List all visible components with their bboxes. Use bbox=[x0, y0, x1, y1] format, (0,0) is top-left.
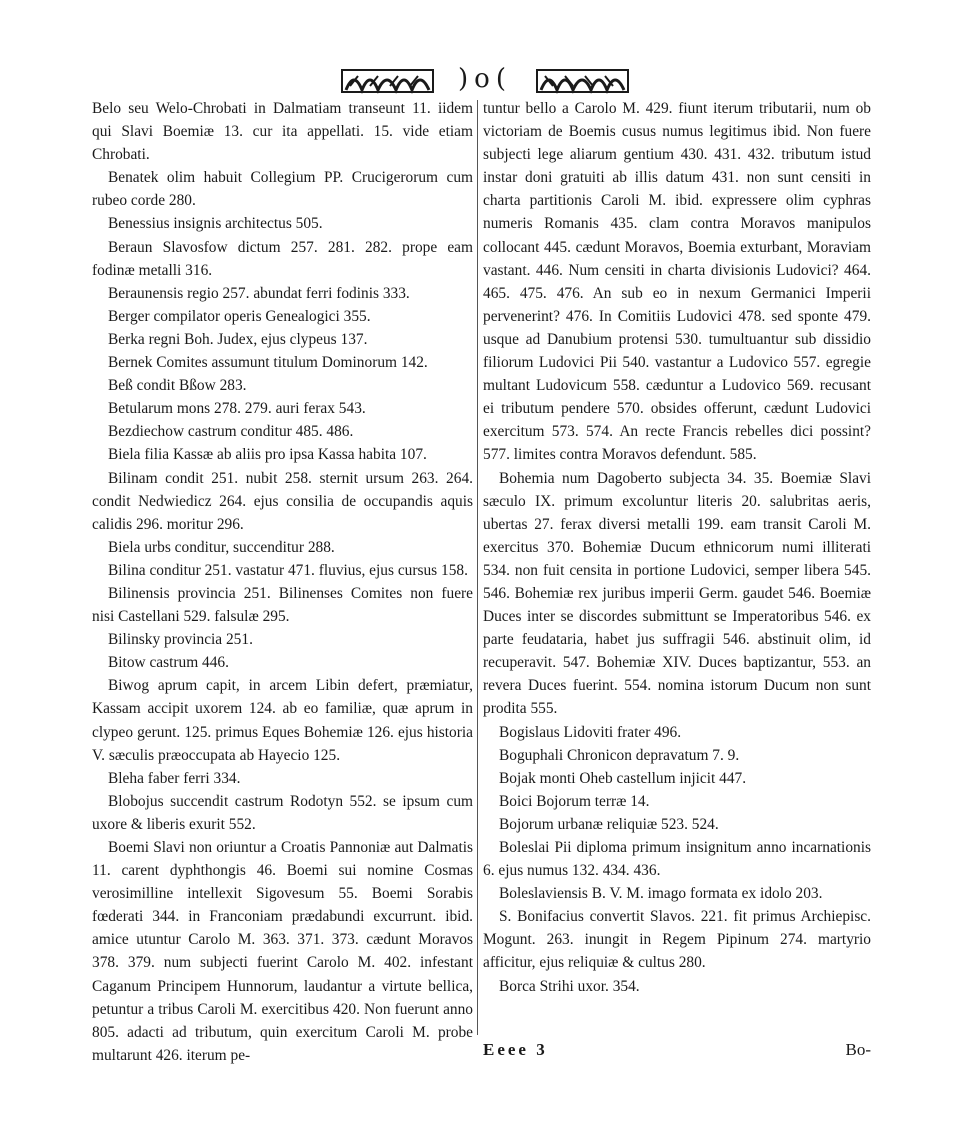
index-entry: Betularum mons 278. 279. auri ferax 543. bbox=[108, 400, 366, 418]
index-entry: Bohemia num Dagoberto subjecta 34. 35. Boemiæ Slavi sæculo IX. primum excoluntur literis 20. salubritas aeris, ubertas 27. ferax diversi metalli 199. eam transit Caroli M. exercitus 370. Bohemiæ Ducum ethnicorum numi illiterati 534. non fuit censita in portione Ludovici, semper libera 545. 546. Bohemiæ rex juribus imperii Germ. gaudet 546. Boemiæ Duces inter se discordes submittunt se Imperatoribus 546. ex parte feudataria, habet jus suffragii 546. abstinuit olim, id recuperavit. 547. Bohemiæ XIV. Duces baptizantur, 553. an revera Duces fuerint. 554. nomina istorum Ducum non sunt prodita 555. bbox=[483, 469, 871, 718]
index-entry: Bilinensis provincia 251. Bilinenses Comites non fuere nisi Castellani 529. falsulæ 295. bbox=[92, 584, 473, 626]
index-entry: Bitow castrum 446. bbox=[108, 654, 229, 672]
index-entry: S. Bonifacius convertit Slavos. 221. fit primus Archiepisc. Mogunt. 263. inungit in Regem Pipinum 274. martyrio afficitur, ejus reliquiæ & cultus 280. bbox=[483, 908, 871, 972]
index-entry: tuntur bello a Carolo M. 429. fiunt iterum tributarii, num ob victoriam de Boemis cusus numus legitimus ibid. Non fuere subjecti lege aliarum gentium 430. 431. 432. tributum istud instar doni gratuiti ab illis datum 431. non sunt censiti in charta partitionis Caroli M. ibid. expressere olim cyphras numeris Romanis 435. clam contra Moravos manipulos collocant 445. cædunt Moravos, Boemia exturbant, Moraviam vastant. 446. Num censiti in charta divisionis Ludovici? 464. 465. 475. 476. An sub eo in nexum Germanici Imperii pervenerint? 476. In Comitiis Ludovici 478. sed sponte 479. usque ad Danubium protensi 530. tumultuantur sub dissidio filiorum Ludovici Pii 540. vastantur a Ludovico 557. egregie multant Ludovicum 558. cæduntur a Ludovico 569. recusant ei tributum pendere 570. obsides offerunt, cædunt Ludovici exercitum 573. 574. An recte Francis rebelles dici possint? 577. limites contra Moravos defendunt. 585. bbox=[483, 100, 871, 464]
page-footer bbox=[483, 1040, 871, 1070]
ornament-left-icon bbox=[340, 66, 435, 96]
index-entry: Blobojus succendit castrum Rodotyn 552. se ipsum cum uxore & liberis exurit 552. bbox=[92, 792, 473, 833]
index-entry: Boleslai Pii diploma primum insignitum anno incarnationis 6. ejus numus 132. 434. 436. bbox=[483, 839, 871, 880]
index-entry: Borca Strihi uxor. 354. bbox=[499, 977, 640, 995]
index-column-right bbox=[483, 97, 871, 998]
index-entry: Biela urbs conditur, succenditur 288. bbox=[108, 538, 335, 556]
index-entry: Benatek olim habuit Collegium PP. Crucigerorum cum rubeo corde 280. bbox=[92, 169, 473, 210]
index-entry: Beraunensis regio 257. abundat ferri fodinis 333. bbox=[108, 284, 410, 302]
index-entry: Biwog aprum capit, in arcem Libin defert, præmiatur, Kassam accipit uxorem 124. ab eo familiæ, quæ aprum in clypeo gerunt. 125. primus Eques Bohemiæ 126. ejus historia V. sæculis præoccupata ab Hayecio 125. bbox=[92, 677, 473, 764]
index-entry: Boguphali Chronicon depravatum 7. 9. bbox=[499, 746, 740, 764]
page-header bbox=[340, 62, 630, 102]
signature-mark: Eeee 3 bbox=[483, 1040, 548, 1059]
index-entry: Bojorum urbanæ reliquiæ 523. 524. bbox=[499, 815, 719, 833]
catchword: Bo- bbox=[845, 1040, 871, 1059]
index-entry: Bilinam condit 251. nubit 258. sternit ursum 263. 264. condit Nedwiedicz 264. ejus consilia de occupandis aquis calidis 296. moritur 296. bbox=[92, 469, 473, 533]
index-entry: Boici Bojorum terræ 14. bbox=[499, 792, 650, 810]
index-entry: Belo seu Welo-Chrobati in Dalmatiam transeunt 11. iidem qui Slavi Boemiæ 13. cur ita appellati. 15. vide etiam Chrobati. bbox=[92, 100, 473, 164]
index-entry: Bleha faber ferri 334. bbox=[108, 769, 241, 787]
index-entry: Bezdiechow castrum conditur 485. 486. bbox=[108, 423, 354, 441]
index-entry: Beß condit Bßow 283. bbox=[108, 377, 247, 395]
index-entry: Berka regni Boh. Judex, ejus clypeus 137. bbox=[108, 330, 368, 348]
index-entry: Boleslaviensis B. V. M. imago formata ex idolo 203. bbox=[499, 885, 823, 903]
index-entry: Biela filia Kassæ ab aliis pro ipsa Kassa habita 107. bbox=[108, 446, 427, 464]
index-column-left bbox=[92, 97, 473, 1067]
index-entry: Bernek Comites assumunt titulum Dominorum 142. bbox=[108, 354, 428, 372]
index-entry: Bilinsky provincia 251. bbox=[108, 631, 253, 649]
index-entry: Bojak monti Oheb castellum injicit 447. bbox=[499, 769, 747, 787]
column-divider bbox=[477, 100, 478, 1035]
ornament-right-icon bbox=[535, 66, 630, 96]
page-number: )o( bbox=[458, 64, 512, 94]
index-entry: Boemi Slavi non oriuntur a Croatis Pannoniæ aut Dalmatis 11. carent dyphthongis 46. Boemi sui nomine Cosmas verosimilline intellexit Sigovesum 55. Boemi Sorabis fœderati 344. in Franconiam prædabundi excurrunt. ibid. amice utuntur Carolo M. 363. 371. 373. cædunt Moravos 378. 379. num subjecti fuerint Carolo M. 402. infestant Caganum Principem Hunnorum, laudantur a virtute bellica, petuntur a tribus Caroli M. exercitibus 420. Non fuerunt anno 805. adacti ad tributum, quin exercitum Caroli M. probe multarunt 426. iterum pe- bbox=[92, 839, 473, 1064]
index-entry: Beraun Slavosfow dictum 257. 281. 282. prope eam fodinæ metalli 316. bbox=[92, 238, 473, 279]
index-entry: Berger compilator operis Genealogici 355. bbox=[108, 307, 371, 325]
index-entry: Benessius insignis architectus 505. bbox=[108, 215, 323, 233]
index-entry: Bogislaus Lidoviti frater 496. bbox=[499, 723, 682, 741]
index-entry: Bilina conditur 251. vastatur 471. fluvius, ejus cursus 158. bbox=[108, 561, 468, 579]
